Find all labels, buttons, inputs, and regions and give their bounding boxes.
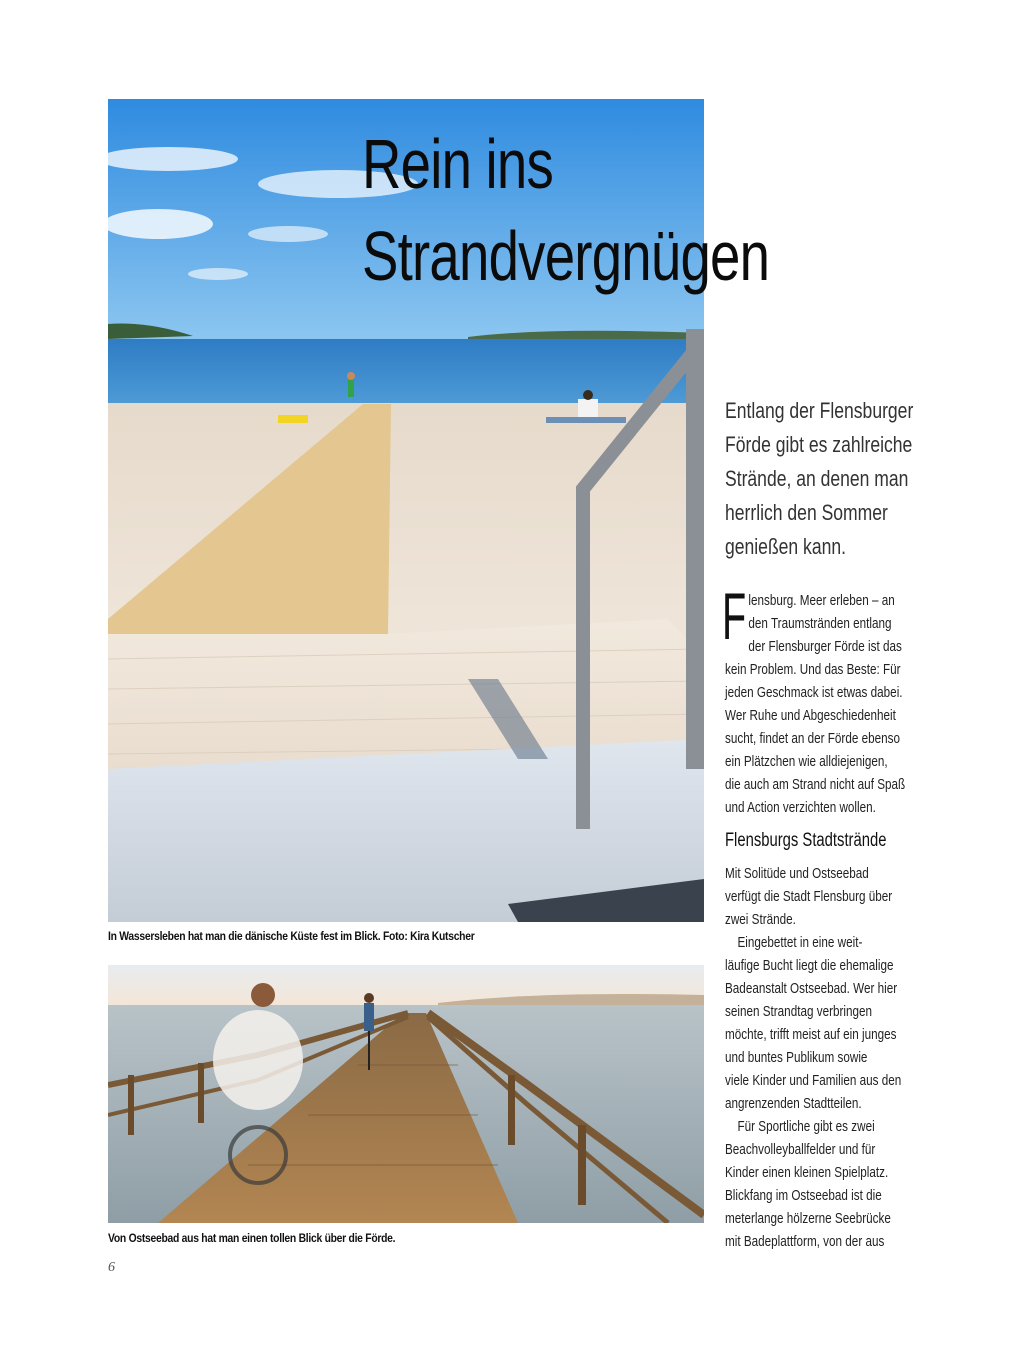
body-line: der Flensburger Förde ist das: [748, 638, 902, 655]
section-heading: Flensburgs Stadtstrände: [725, 830, 887, 851]
body-line: den Traumstränden entlang: [748, 615, 892, 632]
pier-photo-image: [108, 965, 704, 1223]
body-line: und buntes Publikum sowie: [725, 1049, 868, 1066]
body-line: jeden Geschmack ist etwas dabei.: [725, 684, 903, 701]
body-line: viele Kinder und Familien aus den: [725, 1072, 902, 1089]
body-line: Für Sportliche gibt es zwei: [737, 1118, 875, 1135]
lead-paragraph: [725, 394, 914, 564]
body-line: zwei Strände.: [725, 911, 796, 928]
body-line: die auch am Strand nicht auf Spaß: [725, 776, 906, 793]
intro-paragraph: [725, 589, 909, 819]
body-line: Badeanstalt Ostseebad. Wer hier: [725, 980, 898, 997]
hero-caption: In Wassersleben hat man die dänische Küste fest im Blick. Foto: Kira Kutscher: [108, 931, 475, 943]
lead-line: Entlang der Flensburger: [725, 398, 914, 423]
title-line-2: Strandvergnügen: [362, 217, 770, 295]
body-line: Wer Ruhe und Abgeschiedenheit: [725, 707, 896, 724]
pier-photo: [108, 965, 704, 1223]
body-line: seinen Strandtag verbringen: [725, 1003, 873, 1020]
body-line: möchte, trifft meist auf ein junges: [725, 1026, 897, 1043]
section-paragraph: [725, 862, 909, 1253]
lead-line: herrlich den Sommer: [725, 500, 888, 525]
lead-line: Förde gibt es zahlreiche: [725, 432, 913, 457]
lead-line: Strände, an denen man: [725, 466, 909, 491]
body-line: läufige Bucht liegt die ehemalige: [725, 957, 894, 974]
body-line: Eingebettet in eine weit-: [737, 934, 863, 951]
body-line: Blickfang im Ostseebad ist die: [725, 1187, 882, 1204]
body-line: Mit Solitüde und Ostseebad: [725, 865, 869, 882]
body-line: ein Plätzchen wie alldiejenigen,: [725, 753, 888, 770]
body-line: lensburg. Meer erleben – an: [748, 592, 895, 609]
body-line: verfügt die Stadt Flensburg über: [725, 888, 893, 905]
body-line: kein Problem. Und das Beste: Für: [725, 661, 901, 678]
body-line: angrenzenden Stadtteilen.: [725, 1095, 862, 1112]
pier-caption: Von Ostseebad aus hat man einen tollen Blick über die Förde.: [108, 1233, 396, 1245]
page-number: 6: [108, 1260, 115, 1275]
body-line: Kinder einen kleinen Spielplatz.: [725, 1164, 889, 1181]
drop-cap: F: [722, 579, 747, 653]
body-line: Beachvolleyballfelder und für: [725, 1141, 876, 1158]
title-line-1: Rein ins: [362, 125, 554, 203]
body-line: mit Badeplattform, von der aus: [725, 1233, 885, 1250]
article-title: [362, 118, 769, 302]
body-line: meterlange hölzerne Seebrücke: [725, 1210, 891, 1227]
body-line: sucht, findet an der Förde ebenso: [725, 730, 900, 747]
lead-line: genießen kann.: [725, 534, 846, 559]
body-line: und Action verzichten wollen.: [725, 799, 876, 816]
